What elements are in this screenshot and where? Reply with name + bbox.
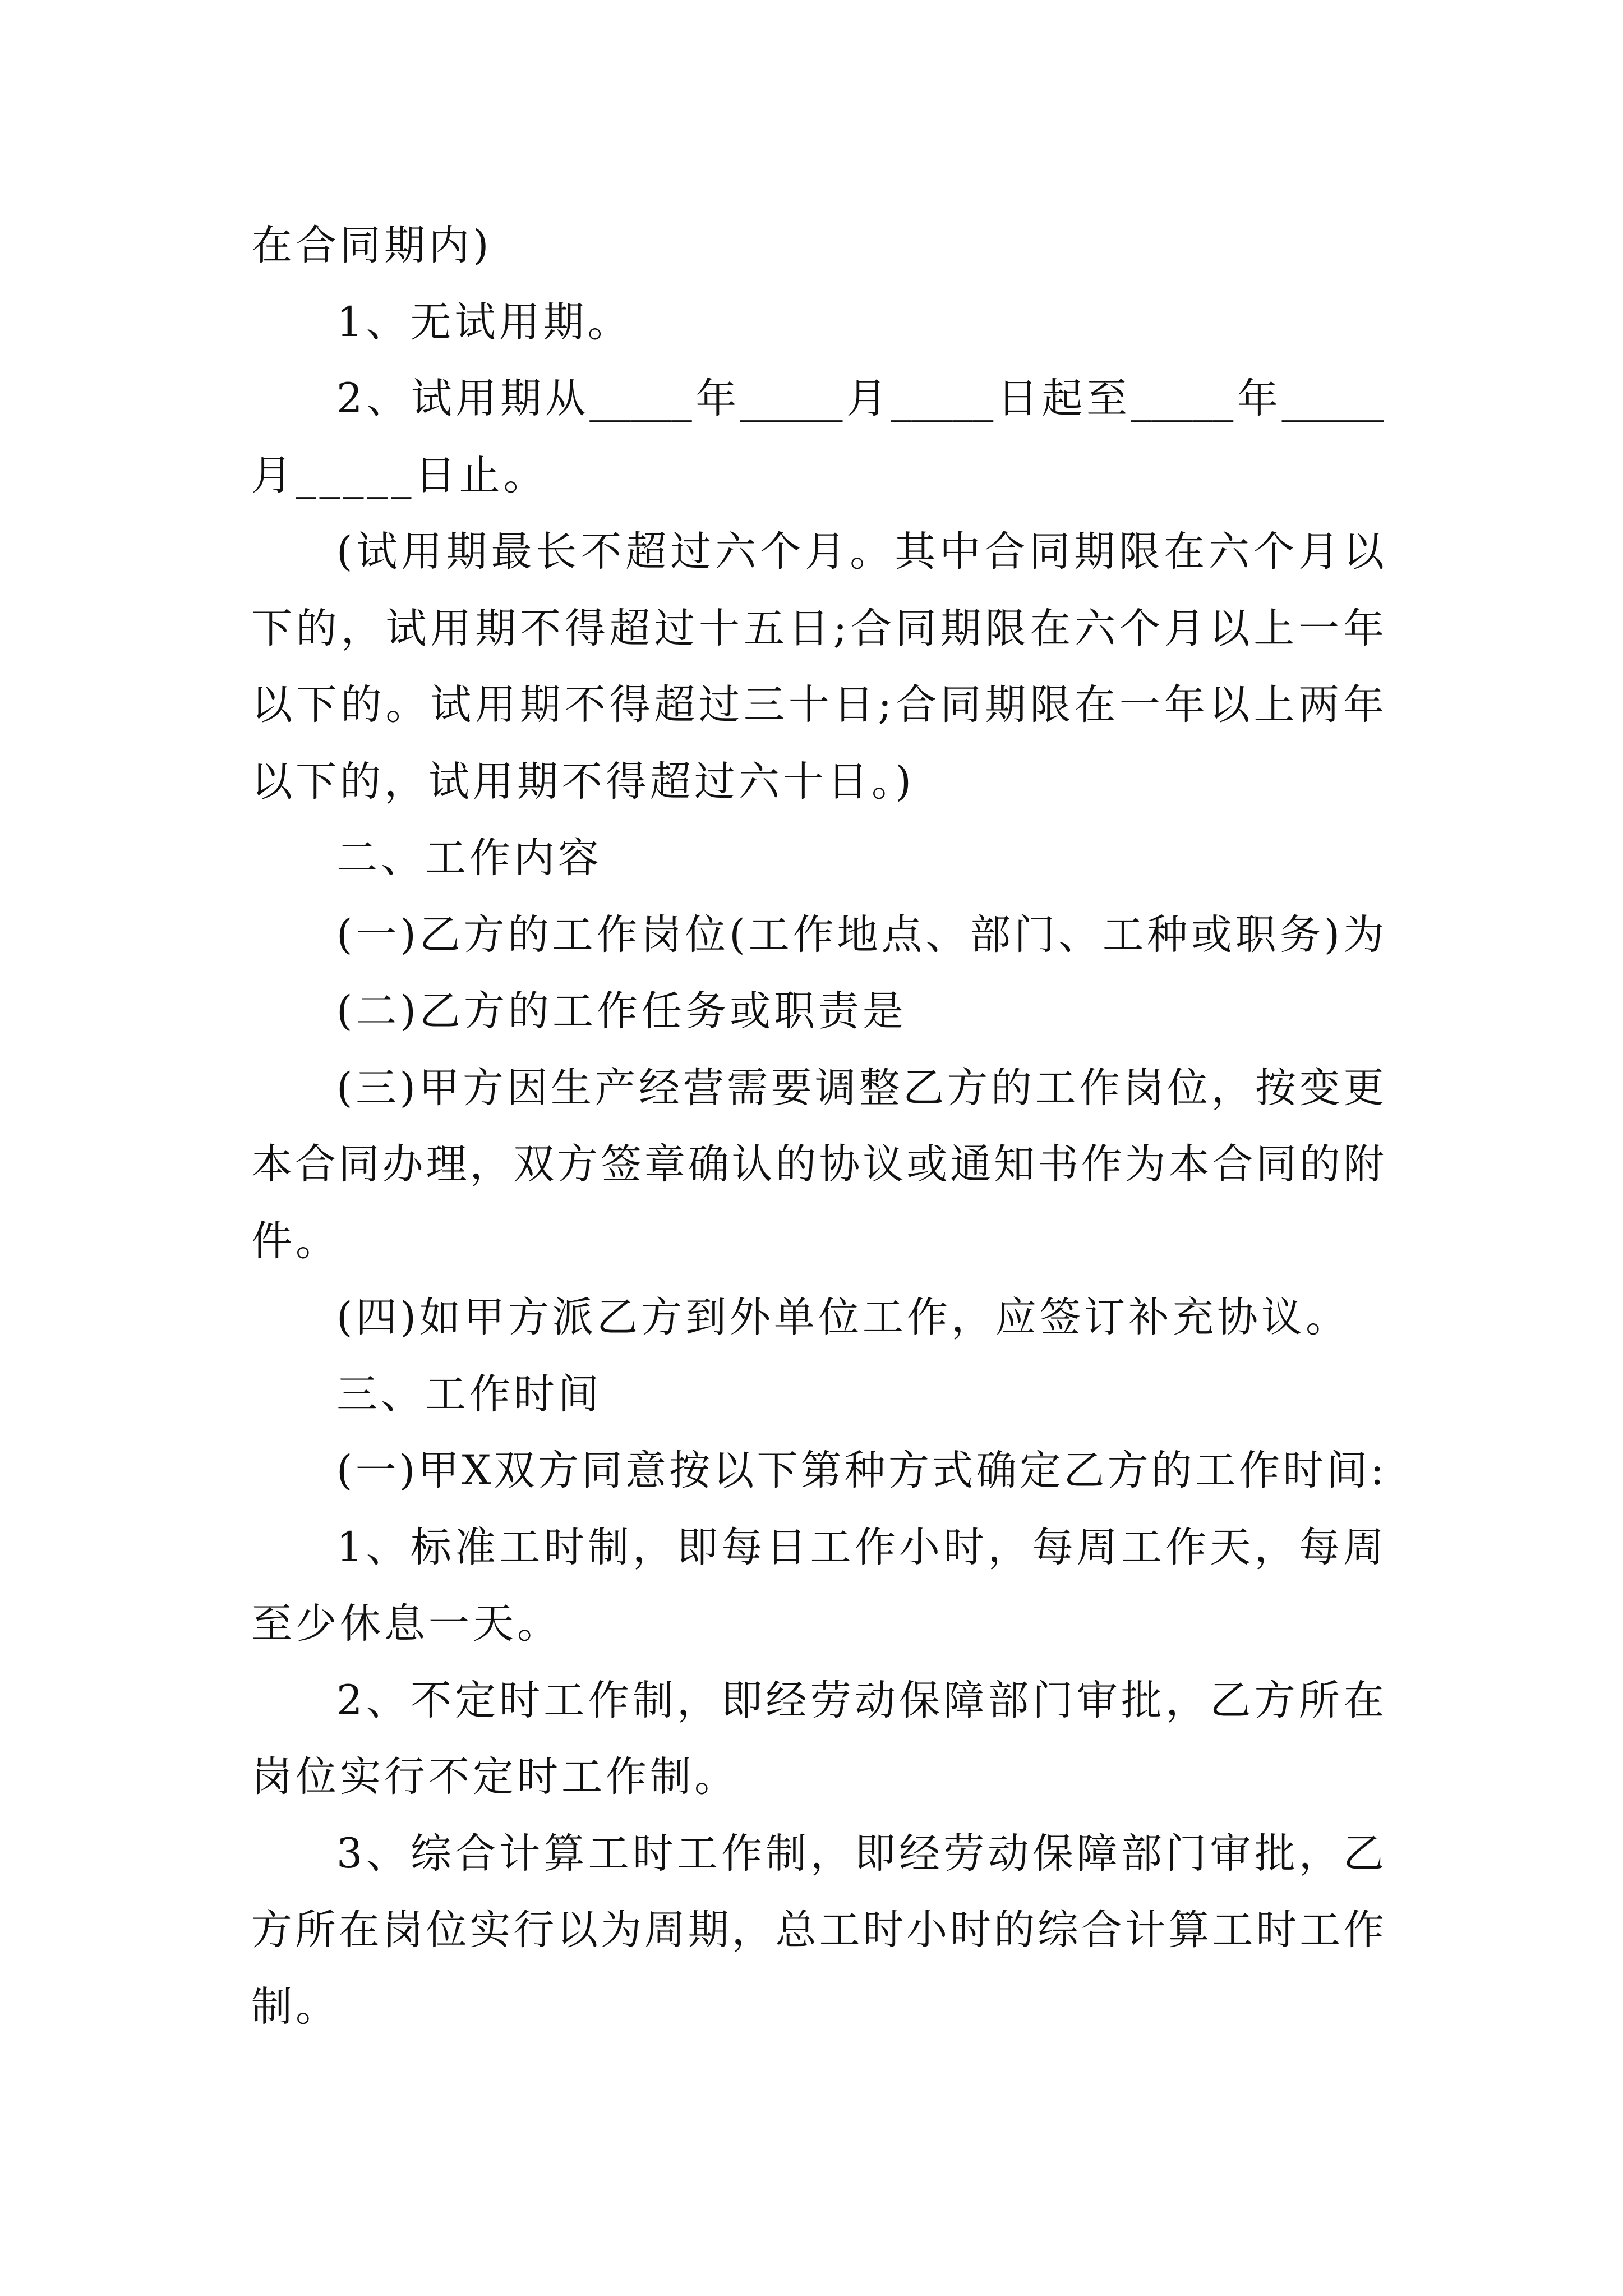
- text-line: 至少休息一天。: [251, 1600, 561, 1648]
- text-line: 本合同办理，双方签章确认的协议或通知书作为本合同的附: [251, 1140, 1384, 1188]
- text-line: 制。: [251, 1982, 340, 2031]
- text-line: (一)甲X双方同意按以下第种方式确定乙方的工作时间:: [336, 1447, 1384, 1494]
- contract-body: [251, 208, 1384, 2045]
- section-heading: 二、工作内容: [336, 834, 602, 882]
- text-line: 岗位实行不定时工作制。: [251, 1753, 739, 1801]
- text-line: 2、不定时工作制，即经劳动保障部门审批，乙方所在: [336, 1676, 1384, 1724]
- text-line: 2、试用期从_____年_____月_____日起至_____年_____: [336, 375, 1384, 422]
- text-line: (试用期最长不超过六个月。其中合同期限在六个月以: [336, 528, 1384, 576]
- text-line: 月_____日止。: [251, 451, 548, 499]
- text-line: 以下的，试用期不得超过六十日。): [251, 757, 915, 806]
- text-line: 1、标准工时制，即每日工作小时，每周工作天，每周: [336, 1523, 1384, 1571]
- text-line: 方所在岗位实行以为周期，总工时小时的综合计算工时工作: [251, 1906, 1384, 1954]
- text-line: 1、无试用期。: [336, 298, 632, 346]
- text-line: 在合同期内): [251, 222, 492, 269]
- text-line: 下的，试用期不得超过十五日;合同期限在六个月以上一年: [251, 604, 1384, 652]
- text-line: 以下的。试用期不得超过三十日;合同期限在一年以上两年: [251, 681, 1384, 729]
- text-line: 件。: [251, 1217, 340, 1265]
- text-line: (三)甲方因生产经营需要调整乙方的工作岗位，按变更: [336, 1064, 1384, 1112]
- text-line: (一)乙方的工作岗位(工作地点、部门、工种或职务)为: [336, 910, 1384, 959]
- text-line: 3、综合计算工时工作制，即经劳动保障部门审批，乙: [336, 1829, 1384, 1878]
- text-line: (二)乙方的工作任务或职责是: [336, 987, 907, 1035]
- section-heading: 三、工作时间: [336, 1370, 602, 1418]
- text-line: (四)如甲方派乙方到外单位工作，应签订补充协议。: [336, 1294, 1350, 1341]
